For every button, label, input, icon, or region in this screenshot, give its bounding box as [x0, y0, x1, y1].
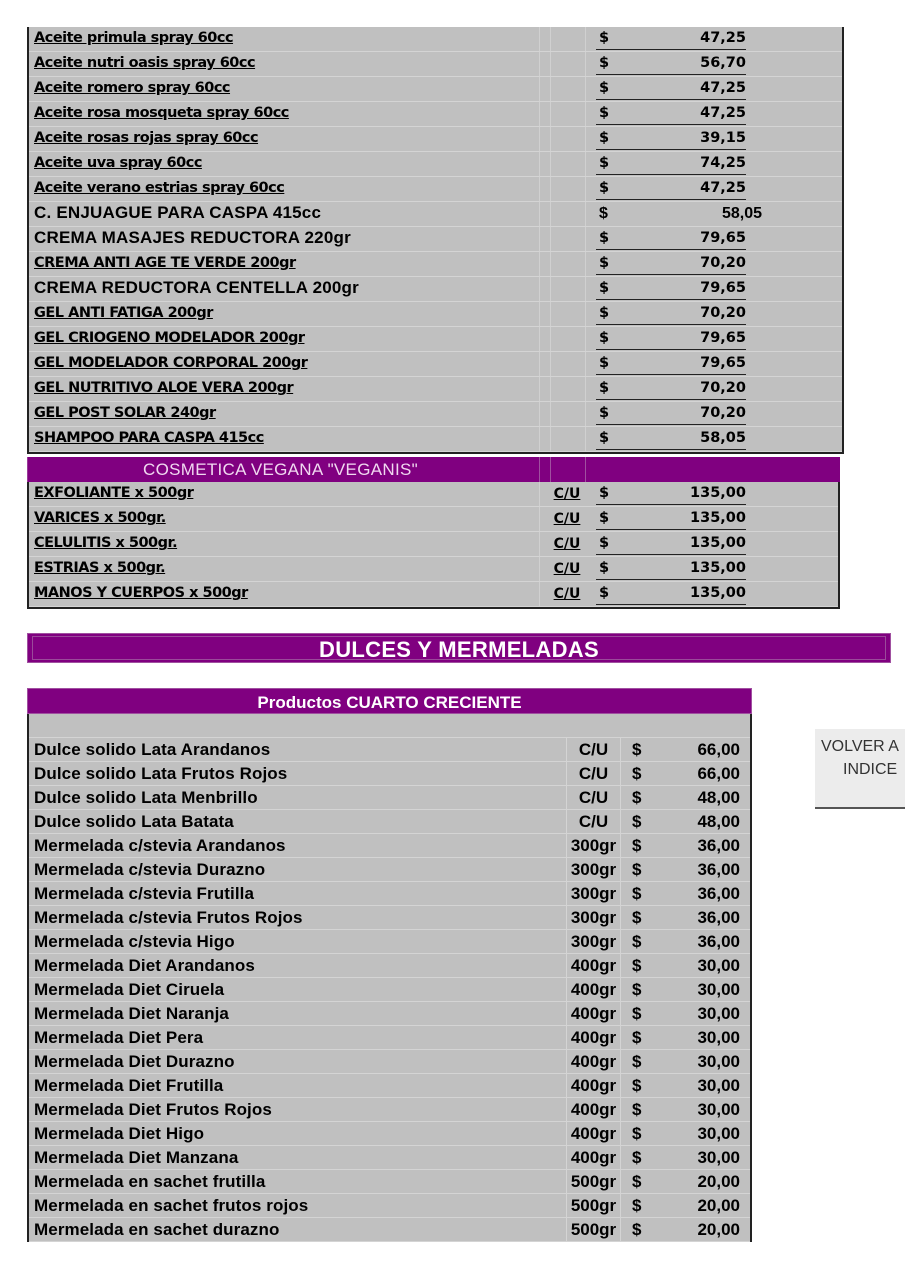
price-cell: [596, 380, 746, 400]
currency-symbol: $: [632, 908, 642, 927]
unit-label: 400gr: [570, 956, 617, 975]
table-row: [29, 1098, 750, 1122]
unit-label: 500gr: [570, 1196, 617, 1215]
unit-label: C/U: [553, 486, 581, 502]
price-value: 30,00: [697, 1052, 740, 1071]
cell-divider: [539, 402, 540, 426]
product-name: Mermelada Diet Durazno: [34, 1052, 235, 1071]
unit-cell: [550, 127, 586, 151]
unit-label: 400gr: [570, 1124, 617, 1143]
product-name[interactable]: C. ENJUAGUE PARA CASPA 415cc: [34, 203, 322, 222]
price-value: 58,05: [700, 430, 746, 446]
currency-symbol: $: [632, 980, 642, 999]
table-row: [29, 327, 842, 352]
unit-label: 300gr: [570, 908, 617, 927]
price-value: 79,65: [700, 230, 746, 246]
sweets-section-title: DULCES Y MERMELADAS: [319, 637, 599, 662]
product-name[interactable]: GEL CRIOGENO MODELADOR 200gr: [34, 330, 305, 346]
cell-divider: [539, 252, 540, 276]
currency-symbol: $: [599, 510, 610, 526]
price-cell: [596, 30, 746, 50]
cell-divider: [539, 302, 540, 326]
currency-symbol: $: [632, 1028, 642, 1047]
unit-cell: [550, 252, 586, 276]
price-cell: [596, 405, 746, 425]
price-cell: [596, 130, 746, 150]
currency-symbol: $: [599, 30, 610, 46]
currency-symbol: $: [632, 1052, 642, 1071]
header-divider: [585, 457, 586, 482]
product-name[interactable]: CREMA MASAJES REDUCTORA 220gr: [34, 228, 351, 247]
price-cell: [596, 80, 746, 100]
table-row: [29, 202, 842, 227]
product-name: Mermelada Diet Frutos Rojos: [34, 1100, 272, 1119]
price-cell: [596, 230, 746, 250]
currency-symbol: $: [632, 836, 642, 855]
unit-label: 400gr: [570, 1148, 617, 1167]
table-row: [29, 27, 842, 52]
price-value: 20,00: [697, 1196, 740, 1215]
unit-label: 400gr: [570, 980, 617, 999]
unit-label: C/U: [578, 764, 609, 783]
product-name[interactable]: GEL NUTRITIVO ALOE VERA 200gr: [34, 380, 294, 396]
unit-label: C/U: [553, 561, 581, 577]
currency-symbol: $: [599, 155, 610, 171]
table-row: [29, 152, 842, 177]
table-row: [29, 762, 750, 786]
price-cell: [596, 430, 746, 450]
price-cell: [596, 205, 762, 224]
unit-label: 400gr: [570, 1028, 617, 1047]
unit-cell: [550, 202, 586, 226]
price-value: 30,00: [697, 1148, 740, 1167]
price-value: 135,00: [690, 485, 746, 501]
unit-label: C/U: [553, 536, 581, 552]
unit-label: 400gr: [570, 1052, 617, 1071]
table-row: [29, 532, 838, 557]
unit-label: 500gr: [570, 1220, 617, 1239]
table-row: [29, 507, 838, 532]
currency-symbol: $: [599, 55, 610, 71]
currency-symbol: $: [599, 280, 610, 296]
currency-symbol: $: [632, 1220, 642, 1239]
currency-symbol: $: [632, 740, 642, 759]
currency-symbol: $: [632, 956, 642, 975]
unit-cell: [550, 377, 586, 401]
currency-symbol: $: [632, 1124, 642, 1143]
table-row: [29, 1002, 750, 1026]
table-row: [29, 978, 750, 1002]
product-name: Dulce solido Lata Arandanos: [34, 740, 271, 759]
price-value: 56,70: [700, 55, 746, 71]
product-name[interactable]: GEL POST SOLAR 240gr: [34, 405, 216, 421]
currency-symbol: $: [599, 485, 610, 501]
price-value: 48,00: [697, 788, 740, 807]
product-name: Mermelada c/stevia Frutilla: [34, 884, 255, 903]
product-name: Mermelada c/stevia Arandanos: [34, 836, 286, 855]
cell-divider: [539, 202, 540, 226]
unit-label: C/U: [578, 788, 609, 807]
price-cell: [596, 330, 746, 350]
price-value: 70,20: [700, 255, 746, 271]
unit-label: 300gr: [570, 932, 617, 951]
currency-symbol: $: [632, 1148, 642, 1167]
price-value: 48,00: [697, 812, 740, 831]
product-name[interactable]: MANOS Y CUERPOS x 500gr: [34, 585, 248, 601]
product-name[interactable]: SHAMPOO PARA CASPA 415cc: [34, 430, 264, 446]
price-value: 70,20: [700, 305, 746, 321]
product-name: Mermelada c/stevia Frutos Rojos: [34, 908, 303, 927]
product-name: Mermelada c/stevia Durazno: [34, 860, 266, 879]
currency-symbol: $: [599, 205, 608, 222]
unit-label: 300gr: [570, 836, 617, 855]
currency-symbol: $: [632, 860, 642, 879]
table-row: [29, 1026, 750, 1050]
currency-symbol: $: [632, 1172, 642, 1191]
product-name[interactable]: CREMA REDUCTORA CENTELLA 200gr: [34, 278, 359, 297]
currency-symbol: $: [632, 1076, 642, 1095]
product-name: Mermelada Diet Higo: [34, 1124, 205, 1143]
price-cell: [596, 485, 746, 505]
unit-label: 400gr: [570, 1004, 617, 1023]
cell-divider: [539, 27, 540, 51]
cell-divider: [539, 582, 540, 606]
table-row: [29, 427, 842, 452]
back-to-index-label-line2: INDICE: [843, 761, 898, 778]
table-row: [29, 402, 842, 427]
cell-divider: [539, 507, 540, 531]
cell-divider: [539, 377, 540, 401]
table-row: [29, 834, 750, 858]
price-cell: [596, 510, 746, 530]
table-row: [29, 906, 750, 930]
table-row: [29, 738, 750, 762]
price-value: 70,20: [700, 380, 746, 396]
table-row: [29, 77, 842, 102]
table-row: [29, 1194, 750, 1218]
price-value: 79,65: [700, 330, 746, 346]
currency-symbol: $: [599, 585, 610, 601]
price-value: 36,00: [697, 932, 740, 951]
currency-symbol: $: [599, 130, 610, 146]
vegan-section-header: [27, 457, 840, 482]
table-row: [29, 810, 750, 834]
currency-symbol: $: [599, 180, 610, 196]
price-value: 36,00: [697, 908, 740, 927]
product-name[interactable]: Aceite rosa mosqueta spray 60cc: [34, 105, 289, 121]
table-row: [29, 177, 842, 202]
product-name: Dulce solido Lata Batata: [34, 812, 234, 831]
cell-divider: [539, 127, 540, 151]
price-cell: [596, 535, 746, 555]
product-name[interactable]: GEL ANTI FATIGA 200gr: [34, 305, 213, 321]
price-value: 74,25: [700, 155, 746, 171]
currency-symbol: $: [599, 355, 610, 371]
product-name: Mermelada Diet Pera: [34, 1028, 204, 1047]
product-name: Mermelada Diet Naranja: [34, 1004, 229, 1023]
price-cell: [596, 55, 746, 75]
vegan-section-title: COSMETICA VEGANA "VEGANIS": [143, 460, 418, 479]
table-row: [29, 1074, 750, 1098]
price-value: 135,00: [690, 560, 746, 576]
price-value: 47,25: [700, 105, 746, 121]
cell-divider: [539, 327, 540, 351]
unit-cell: [550, 352, 586, 376]
table-row: [29, 102, 842, 127]
currency-symbol: $: [599, 230, 610, 246]
table-row: [29, 302, 842, 327]
price-value: 79,65: [700, 355, 746, 371]
product-name: Mermelada Diet Manzana: [34, 1148, 239, 1167]
currency-symbol: $: [632, 764, 642, 783]
table-row: [29, 1122, 750, 1146]
unit-cell: [550, 177, 586, 201]
price-value: 66,00: [697, 740, 740, 759]
table-row: [29, 482, 838, 507]
table-row: [29, 252, 842, 277]
product-name[interactable]: CELULITIS x 500gr.: [34, 535, 178, 551]
price-value: 36,00: [697, 884, 740, 903]
currency-symbol: $: [599, 405, 610, 421]
price-cell: [596, 305, 746, 325]
table-row: [29, 882, 750, 906]
unit-cell: [550, 277, 586, 301]
unit-label: 300gr: [570, 860, 617, 879]
currency-symbol: $: [599, 255, 610, 271]
price-value: 30,00: [697, 956, 740, 975]
cell-divider: [539, 102, 540, 126]
product-name: Mermelada c/stevia Higo: [34, 932, 235, 951]
product-name[interactable]: GEL MODELADOR CORPORAL 200gr: [34, 355, 308, 371]
product-name[interactable]: Aceite primula spray 60cc: [34, 30, 234, 46]
currency-symbol: $: [599, 305, 610, 321]
price-cell: [596, 155, 746, 175]
price-value: 58,05: [721, 205, 762, 222]
currency-symbol: $: [632, 812, 642, 831]
product-name: Dulce solido Lata Menbrillo: [34, 788, 258, 807]
currency-symbol: $: [599, 80, 610, 96]
price-cell: [596, 105, 746, 125]
product-name[interactable]: Aceite uva spray 60cc: [34, 155, 202, 171]
price-cell: [596, 585, 746, 605]
table-row: [29, 227, 842, 252]
unit-cell: [550, 52, 586, 76]
table-row: [29, 1218, 750, 1242]
product-name: Mermelada en sachet durazno: [34, 1220, 280, 1239]
table-row: [29, 1050, 750, 1074]
price-value: 79,65: [700, 280, 746, 296]
price-value: 70,20: [700, 405, 746, 421]
currency-symbol: $: [599, 105, 610, 121]
table-row: [29, 52, 842, 77]
price-value: 30,00: [697, 1004, 740, 1023]
empty-row: [29, 714, 750, 738]
price-value: 47,25: [700, 180, 746, 196]
product-name[interactable]: Aceite nutri oasis spray 60cc: [34, 55, 256, 71]
cell-divider: [539, 227, 540, 251]
currency-symbol: $: [599, 535, 610, 551]
unit-label: C/U: [553, 511, 581, 527]
price-cell: [596, 255, 746, 275]
unit-label: 300gr: [570, 884, 617, 903]
price-value: 66,00: [697, 764, 740, 783]
cell-divider: [539, 352, 540, 376]
cosmetics-table: [27, 27, 844, 454]
header-divider: [550, 457, 551, 482]
currency-symbol: $: [632, 1196, 642, 1215]
cell-divider: [539, 427, 540, 451]
price-value: 30,00: [697, 980, 740, 999]
unit-cell: [550, 77, 586, 101]
product-name[interactable]: Aceite rosas rojas spray 60cc: [34, 130, 259, 146]
table-row: [29, 1146, 750, 1170]
sweets-section-banner: [27, 633, 891, 663]
product-name: Mermelada Diet Frutilla: [34, 1076, 224, 1095]
unit-label: C/U: [553, 586, 581, 602]
cuarto-creciente-title: Productos CUARTO CRECIENTE: [257, 693, 522, 712]
product-name: Mermelada en sachet frutilla: [34, 1172, 266, 1191]
table-row: [29, 1170, 750, 1194]
cuarto-creciente-body: [27, 714, 752, 1242]
price-cell: [596, 180, 746, 200]
unit-label: C/U: [578, 812, 609, 831]
price-value: 36,00: [697, 860, 740, 879]
currency-symbol: $: [599, 560, 610, 576]
unit-cell: [550, 302, 586, 326]
price-value: 30,00: [697, 1076, 740, 1095]
price-value: 36,00: [697, 836, 740, 855]
product-name[interactable]: ESTRIAS x 500gr.: [34, 560, 166, 576]
unit-cell: [550, 152, 586, 176]
product-name[interactable]: Aceite verano estrias spray 60cc: [34, 180, 285, 196]
unit-label: C/U: [578, 740, 609, 759]
product-name: Mermelada Diet Ciruela: [34, 980, 225, 999]
cell-divider: [539, 557, 540, 581]
price-cell: [596, 560, 746, 580]
price-cell: [596, 280, 746, 300]
table-row: [29, 352, 842, 377]
currency-symbol: $: [632, 1100, 642, 1119]
table-row: [29, 277, 842, 302]
currency-symbol: $: [632, 1004, 642, 1023]
currency-symbol: $: [632, 884, 642, 903]
product-name[interactable]: VARICES x 500gr.: [34, 510, 166, 526]
price-value: 135,00: [690, 585, 746, 601]
cell-divider: [539, 52, 540, 76]
currency-symbol: $: [599, 430, 610, 446]
unit-cell: [550, 327, 586, 351]
price-value: 20,00: [697, 1172, 740, 1191]
price-cell: [596, 355, 746, 375]
product-name: Dulce solido Lata Frutos Rojos: [34, 764, 288, 783]
unit-cell: [550, 27, 586, 51]
price-value: 30,00: [697, 1028, 740, 1047]
price-value: 20,00: [697, 1220, 740, 1239]
cell-divider: [539, 152, 540, 176]
unit-label: 500gr: [570, 1172, 617, 1191]
currency-symbol: $: [599, 330, 610, 346]
table-row: [29, 954, 750, 978]
cuarto-creciente-table: [27, 688, 752, 1242]
table-row: [29, 127, 842, 152]
price-value: 47,25: [700, 30, 746, 46]
currency-symbol: $: [632, 788, 642, 807]
unit-cell: [550, 102, 586, 126]
product-name[interactable]: CREMA ANTI AGE TE VERDE 200gr: [34, 255, 296, 271]
vegan-cosmetics-table: [27, 457, 840, 609]
unit-label: 400gr: [570, 1100, 617, 1119]
unit-cell: [550, 227, 586, 251]
cell-divider: [539, 277, 540, 301]
unit-cell: [550, 402, 586, 426]
price-value: 30,00: [697, 1100, 740, 1119]
cell-divider: [539, 177, 540, 201]
table-row: [29, 557, 838, 582]
price-value: 39,15: [700, 130, 746, 146]
product-name[interactable]: Aceite romero spray 60cc: [34, 80, 231, 96]
product-name: Mermelada en sachet frutos rojos: [34, 1196, 309, 1215]
table-row: [29, 858, 750, 882]
cell-divider: [539, 77, 540, 101]
table-row: [29, 377, 842, 402]
unit-cell: [550, 427, 586, 451]
table-row: [29, 582, 838, 607]
vegan-table-body: [27, 482, 840, 609]
product-name[interactable]: EXFOLIANTE x 500gr: [34, 485, 194, 501]
price-value: 47,25: [700, 80, 746, 96]
cell-divider: [539, 482, 540, 506]
price-value: 30,00: [697, 1124, 740, 1143]
currency-symbol: $: [599, 380, 610, 396]
price-value: 135,00: [690, 535, 746, 551]
unit-label: 400gr: [570, 1076, 617, 1095]
price-value: 135,00: [690, 510, 746, 526]
table-row: [29, 930, 750, 954]
back-to-index-label-line1: VOLVER A: [821, 738, 899, 755]
currency-symbol: $: [632, 932, 642, 951]
cell-divider: [539, 532, 540, 556]
header-divider: [539, 457, 540, 482]
cuarto-creciente-header: [27, 688, 752, 714]
product-name: Mermelada Diet Arandanos: [34, 956, 255, 975]
back-to-index-button[interactable]: [815, 729, 905, 809]
table-row: [29, 786, 750, 810]
